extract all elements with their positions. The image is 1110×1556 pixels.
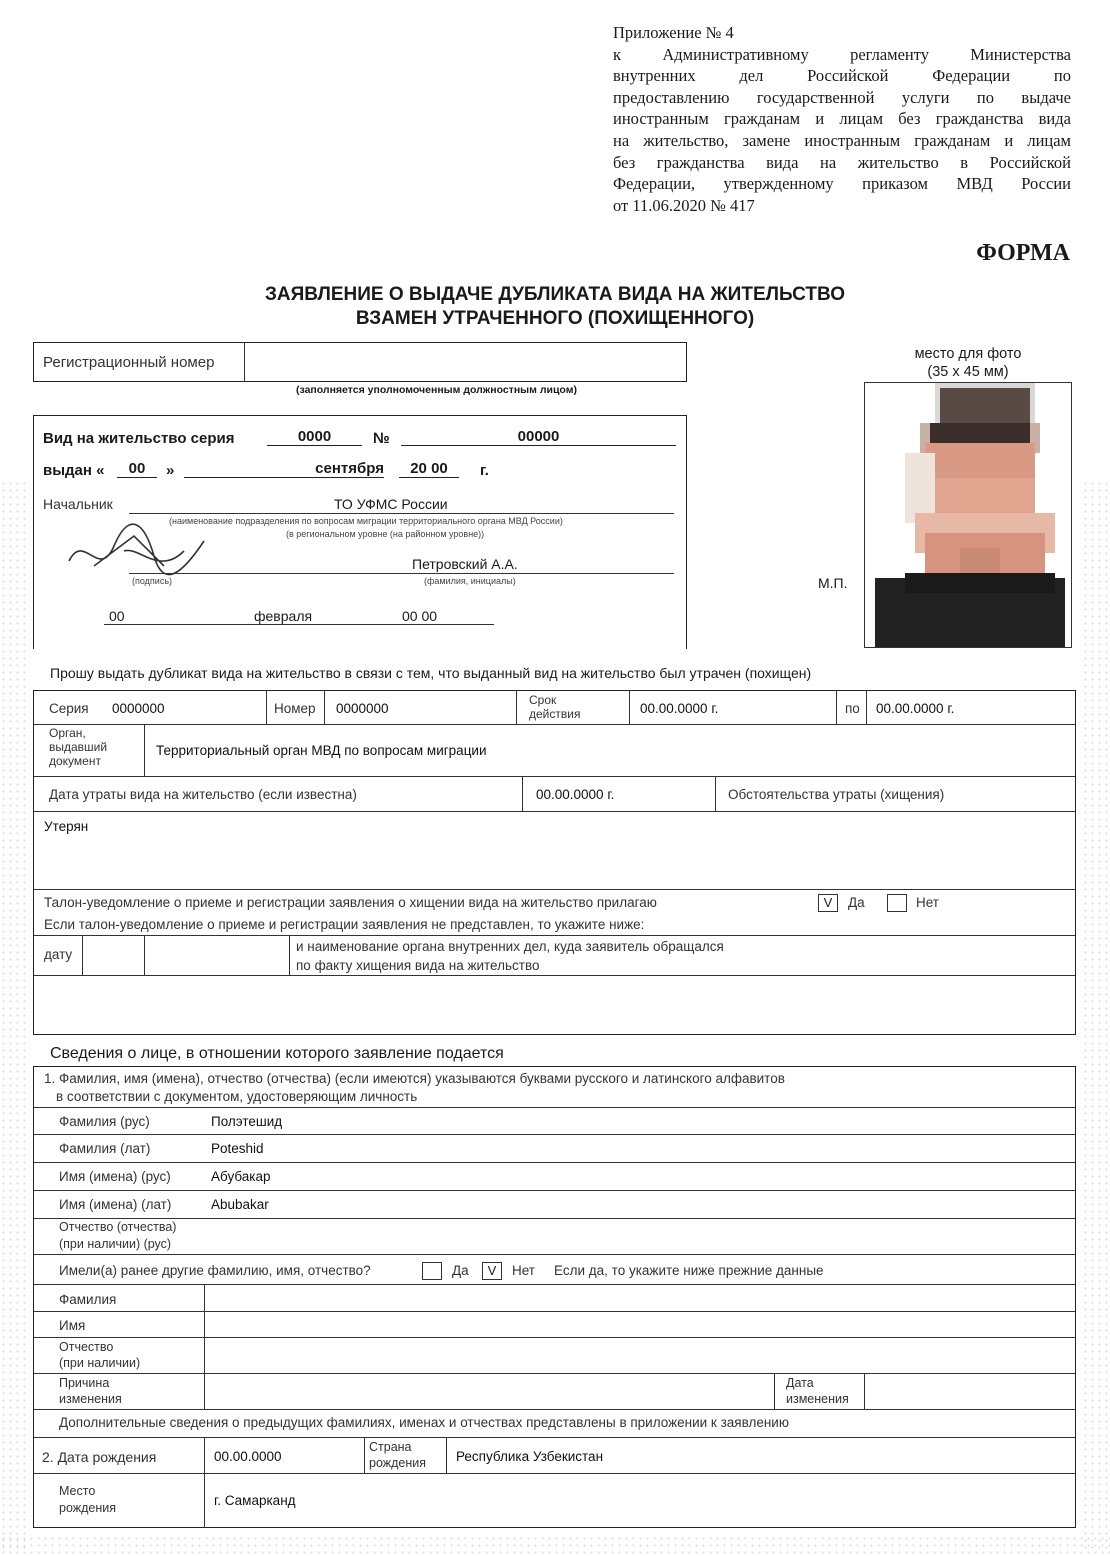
row-line [34,776,1075,777]
row-line [34,1437,1075,1438]
sign-underline [129,573,674,574]
sign-date-year[interactable]: 00 00 [402,608,438,624]
series-label: Серия [49,701,89,716]
row-line [34,1473,1075,1474]
date-underline [104,624,494,625]
series-field[interactable]: 0000000 [112,701,165,716]
divider [82,935,83,975]
sign-date-day[interactable]: 00 [109,608,125,624]
divider [244,343,245,381]
photo-caption-2: (35 х 45 мм) [927,364,1009,380]
valid-from-field[interactable]: 00.00.0000 г. [640,701,719,716]
photo-area [864,382,1072,648]
coupon-text: Талон-уведомление о приеме и регистрации заявления о хищении вида на жительство прилагаю [44,895,657,910]
appendix-line: иностранным гражданам и лицам без гражданства вида [613,109,1071,129]
permit-day-close: » [166,462,175,479]
item1-line-2: в соответствии с документом, удостоверяющим личность [56,1089,418,1104]
validity-label [529,693,580,721]
scan-artifact-right [1082,480,1110,1550]
coupon-no-label: Нет [916,895,939,910]
validity-label-1: Срок [529,693,557,707]
previous-yes-label: Да [452,1263,469,1278]
divider [836,691,837,724]
coupon-yes-label: Да [848,895,865,910]
surname-lat-label: Фамилия (лат) [59,1141,151,1156]
divider [204,1284,205,1409]
issuer-label [49,726,107,768]
appendix-line: к Административному регламенту Министерства [613,44,1071,64]
country-label-2: рождения [369,1456,427,1470]
surname-rus-field[interactable]: Полэтешид [211,1114,283,1129]
item1-line-1: 1. Фамилия, имя (имена), отчество (отчества) (если имеются) указываются буквами русского и латинского алфавитов [44,1071,785,1086]
appendix-line: без гражданства вида на жительство в Российской [613,152,1071,172]
previous-names-text: Имели(а) ранее другие фамилию, имя, отчество? [59,1263,371,1278]
appeal-date-field[interactable] [84,937,144,973]
stamp-mp: М.П. [818,575,848,591]
chief-label: Начальник [43,496,113,512]
permit-year-field[interactable]: 20 00 [399,460,459,478]
no-coupon-text: Если талон-уведомление о приеме и регистрации заявления не представлен, то укажите ниже: [44,917,645,932]
sign-date-month[interactable]: февраля [254,608,313,624]
permit-series-field[interactable]: 0000 [267,428,362,446]
chief-org[interactable]: ТО УФМС России [334,496,448,512]
permit-year-suffix: г. [480,462,489,479]
photo-caption-1: место для фото [914,346,1022,362]
row-line [34,1190,1075,1191]
person-heading: Сведения о лице, в отношении которого заявление подается [50,1045,504,1062]
name-rus-label: Имя (имена) (рус) [59,1169,171,1184]
issuer-label-3: документ [49,754,101,768]
previous-no-label: Нет [512,1263,535,1278]
loss-date-field[interactable]: 00.00.0000 г. [536,787,615,802]
divider [446,1437,447,1473]
previous-no-checkbox[interactable]: V [482,1262,502,1280]
valid-to-field[interactable]: 00.00.0000 г. [876,701,955,716]
item1-text [44,1070,785,1106]
divider [715,776,716,811]
divider [364,1437,365,1473]
row-line [34,1134,1075,1135]
dob-label: 2. Дата рождения [42,1449,157,1465]
valid-to-label: по [845,701,860,716]
divider [144,935,145,975]
signer-name[interactable]: Петровский А.А. [412,556,518,572]
patronymic-label-1: Отчество (отчества) [59,1220,177,1234]
divider [866,691,867,724]
divider [629,691,630,724]
appendix-line: на жительство, замене иностранным гражданам и лицам [613,130,1071,150]
org-note: (наименование подразделения по вопросам миграции территориального органа МВД России) [169,516,563,526]
organ-field[interactable] [36,977,1074,1032]
circumstances-field[interactable]: Утерян [44,819,89,834]
divider [516,691,517,724]
country-label-1: Страна [369,1440,412,1454]
circumstances-label: Обстоятельства утраты (хищения) [728,787,945,802]
validity-label-2: действия [529,707,581,721]
issuer-field[interactable]: Территориальный орган МВД по вопросам миграции [156,743,487,758]
permit-day-field[interactable]: 00 [117,460,157,478]
change-date-label-2: изменения [786,1392,849,1406]
row-line [34,1311,1075,1312]
scan-artifact-bottom [0,1535,1110,1556]
patronymic-label [59,1219,176,1253]
dob-field[interactable]: 00.00.0000 [214,1449,282,1464]
permit-number-sign: № [373,430,390,447]
divider [864,1373,865,1409]
patronymic-field[interactable] [211,1222,1071,1252]
patronymic-label-2: (при наличии) (рус) [59,1237,172,1251]
page-title [0,283,1110,331]
prev-surname-label: Фамилия [59,1292,117,1307]
signature-scribble [64,511,214,586]
row-line [34,935,1075,936]
appendix-line: от 11.06.2020 № 417 [613,195,755,215]
change-reason-label-2: изменения [59,1392,122,1406]
permit-series-label: Вид на жительство серия [43,430,235,447]
change-date-label [786,1375,849,1407]
appendix-line: Приложение № 4 [613,23,734,42]
number-label: Номер [274,701,316,716]
change-reason-label [59,1375,122,1407]
title-line-1: ЗАЯВЛЕНИЕ О ВЫДАЧЕ ДУБЛИКАТА ВИДА НА ЖИТЕЛЬСТВО [264,284,846,305]
pixelated-portrait [865,383,1072,648]
forma-label: ФОРМА [976,240,1070,266]
pob-field[interactable]: г. Самарканд [214,1493,296,1508]
previous-yes-checkbox[interactable] [422,1262,442,1280]
prev-name-field[interactable] [206,1313,1066,1335]
prev-patronymic-label [59,1339,140,1371]
row-line [34,1254,1075,1255]
name-lat-field[interactable]: Abubakar [211,1197,269,1212]
divider [204,1437,205,1527]
appendix-line: внутренних дел Российской Федерации по [613,66,1071,86]
change-date-field[interactable] [866,1375,1071,1407]
scan-artifact-left [0,480,28,1550]
issuer-label-1: Орган, [49,726,86,740]
request-text: Прошу выдать дубликат вида на жительство в связи с тем, что выданный вид на жительство был утрачен (похищен) [50,665,812,681]
row-line [34,1373,1075,1374]
appendix-line: предоставлению государственной услуги по выдаче [613,87,1071,107]
divider [774,1373,775,1409]
org-note-2: (в региональном уровне (на районном уровне)) [286,529,485,539]
surname-rus-label: Фамилия (рус) [59,1114,150,1129]
issuer-label-2: выдавший [49,740,108,754]
row-line [34,1337,1075,1338]
coupon-no-checkbox[interactable] [887,894,907,912]
coupon-yes-checkbox[interactable]: V [818,894,838,912]
sign-note: (подпись) [132,576,173,586]
permit-number-field[interactable]: 00000 [401,428,676,446]
registration-note: (заполняется уполномоченным должностным лицом) [296,384,577,396]
loss-date-label: Дата утраты вида на жительство (если известна) [49,787,357,802]
extra-info-text: Дополнительные сведения о предыдущих фамилиях, именах и отчествах представлены в приложении к заявлению [59,1415,789,1430]
prev-surname-field[interactable] [206,1286,1066,1308]
registration-box [33,342,687,382]
organ-text [296,937,724,975]
pob-label-1: Место [59,1484,96,1498]
prev-patronymic-field[interactable] [206,1339,1066,1371]
date-label: дату [44,947,73,962]
prev-name-label: Имя [59,1318,86,1333]
change-reason-label-1: Причина [59,1376,110,1390]
row-line [34,889,1075,890]
row-line [34,1107,1075,1108]
country-field[interactable]: Республика Узбекистан [456,1449,604,1464]
country-label [369,1439,426,1471]
surname-lat-field[interactable]: Poteshid [211,1141,264,1156]
row-line [34,811,1075,812]
row-line [34,1284,1075,1285]
divider [324,691,325,724]
permit-issued-label: выдан « [43,462,105,479]
row-line [34,1409,1075,1410]
divider [266,691,267,724]
change-date-label-1: Дата [786,1376,814,1390]
divider [522,776,523,811]
previous-tail: Если да, то укажите ниже прежние данные [554,1263,824,1278]
prev-patronymic-label-1: Отчество [59,1340,114,1354]
appendix-line: Федерации, утвержденному приказом МВД России [613,174,1071,194]
organ-text-1: и наименование органа внутренних дел, куда заявитель обращался [296,939,724,954]
divider [289,935,290,975]
permit-month-field[interactable]: сентября [184,460,384,478]
prev-patronymic-label-2: (при наличии) [59,1356,141,1370]
permit-block [33,415,687,649]
title-line-2: ВЗАМЕН УТРАЧЕННОГО (ПОХИЩЕННОГО) [355,308,755,329]
divider [144,724,145,776]
pob-label [59,1483,116,1517]
request-table [33,690,1076,1035]
organ-text-2: по факту хищения вида на жительство [296,958,540,973]
row-line [34,1218,1075,1219]
number-field[interactable]: 0000000 [336,701,389,716]
row-line [34,1162,1075,1163]
person-table [33,1066,1076,1528]
change-reason-field[interactable] [206,1375,771,1407]
appendix-header [613,22,1071,216]
row-line [34,724,1075,725]
photo-caption [864,345,1072,381]
name-lat-label: Имя (имена) (лат) [59,1197,172,1212]
registration-input[interactable] [246,343,686,381]
name-note: (фамилия, инициалы) [424,576,516,586]
registration-label: Регистрационный номер [43,354,215,371]
row-line [34,975,1075,976]
pob-label-2: рождения [59,1501,117,1515]
name-rus-field[interactable]: Абубакар [211,1169,271,1184]
